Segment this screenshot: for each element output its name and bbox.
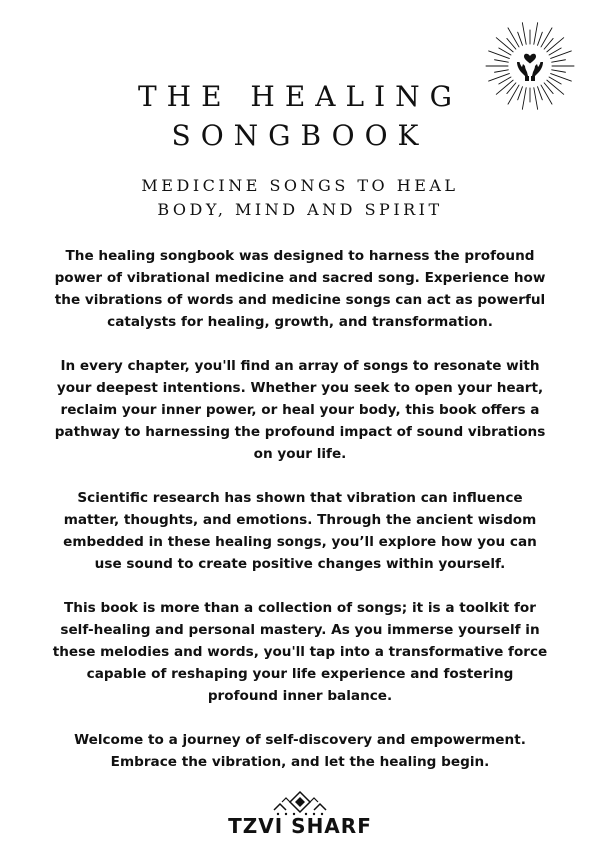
page-title-line-1: THE HEALING (137, 80, 463, 113)
tribal-pattern-logo-icon (270, 790, 330, 816)
sunburst-ray (538, 32, 543, 45)
sunburst-ray (518, 32, 523, 45)
sunburst-ray (552, 70, 566, 72)
subtitle-line-2: BODY, MIND AND SPIRIT (157, 200, 443, 219)
paragraph-toolkit: This book is more than a collection of songs; it is a toolkit for self-healing and personal mastery. As you immerse yourself in these melodies and words, you'll tap into a transformative force capable of reshaping your life experience and fostering profound inner balance. (52, 600, 548, 704)
paragraph-intro: The healing songbook was designed to harness the profound power of vibrational medicine and sacred song. Experience how the vibrations of words and medicine songs can act as powerful catalysts for healing, growth, and transformation. (54, 248, 546, 330)
subtitle-line-1: MEDICINE SONGS TO HEAL (141, 176, 459, 195)
paragraph-chapters: In every chapter, you'll find an array of songs to resonate with your deepest intentions. Whether you seek to open your heart, reclaim your inner power, or heal your body, this book offers a pathway to harnessing the profound impact of sound vibrations on your life. (54, 358, 546, 462)
sunburst-ray (508, 28, 519, 47)
sunburst-ray (496, 38, 513, 52)
body-text (50, 245, 550, 795)
brand-footer (0, 788, 600, 840)
sunburst-ray (495, 70, 509, 72)
sunburst-ray (547, 38, 564, 52)
brand-name: TZVI SHARF (228, 814, 372, 838)
sunburst-ray (495, 60, 509, 62)
sunburst-ray (522, 23, 526, 45)
sunburst-ray (541, 28, 552, 47)
page-title-line-2: SONGBOOK (171, 119, 429, 152)
sunburst-ray (552, 60, 566, 62)
paragraph-research: Scientific research has shown that vibration can influence matter, thoughts, and emotions. Through the ancient wisdom embedded in these healing songs, you’ll explore how you can use sound to create positive changes within yourself. (63, 490, 537, 572)
paragraph-welcome: Welcome to a journey of self-discovery and empowerment. Embrace the vibration, and let the healing begin. (74, 732, 526, 770)
sunburst-ray (534, 23, 538, 45)
